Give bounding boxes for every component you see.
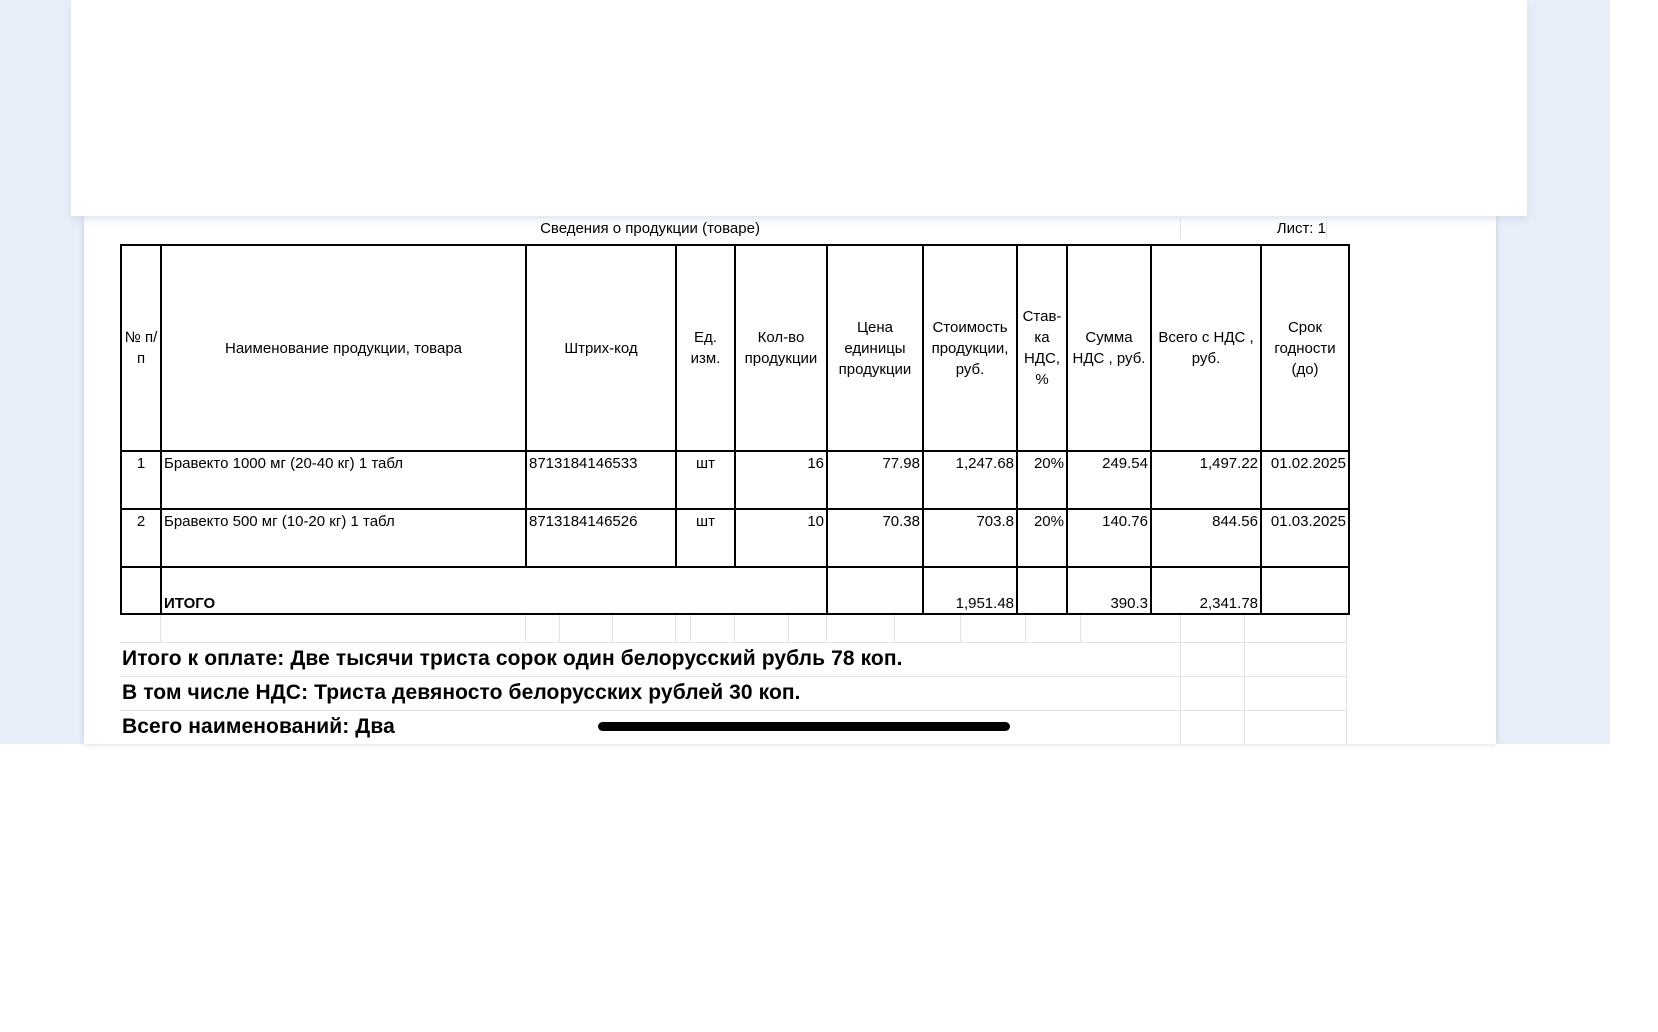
cell-empty bbox=[827, 567, 923, 614]
cell-num: 1 bbox=[121, 451, 161, 509]
cell-barcode: 8713184146526 bbox=[526, 509, 676, 567]
header-vat-rate: Став-ка НДС, % bbox=[1017, 245, 1067, 451]
header-vat-sum: Сумма НДС , руб. bbox=[1067, 245, 1151, 451]
header-name: Наименование продукции, товара bbox=[161, 245, 526, 451]
totals-cost: 1,951.48 bbox=[923, 567, 1017, 614]
header-unit: Ед. изм. bbox=[676, 245, 735, 451]
cell-expiry: 01.02.2025 bbox=[1261, 451, 1349, 509]
cell-total: 1,497.22 bbox=[1151, 451, 1261, 509]
cell-vat-sum: 140.76 bbox=[1067, 509, 1151, 567]
cell-empty bbox=[1261, 567, 1349, 614]
vat-included-text: В том числе НДС: Триста девяносто белорусских рублей 30 коп. bbox=[122, 681, 801, 704]
cell-empty bbox=[121, 567, 161, 614]
header-barcode: Штрих-код bbox=[526, 245, 676, 451]
cell-unit: шт bbox=[676, 451, 735, 509]
cell-name: Бравекто 500 мг (10-20 кг) 1 табл bbox=[161, 509, 526, 567]
horizontal-scrollbar[interactable] bbox=[598, 722, 1010, 731]
header-total: Всего с НДС , руб. bbox=[1151, 245, 1261, 451]
cell-expiry: 01.03.2025 bbox=[1261, 509, 1349, 567]
cell-price: 70.38 bbox=[827, 509, 923, 567]
cell-vat-sum: 249.54 bbox=[1067, 451, 1151, 509]
sheet-number: Лист: 1 bbox=[1276, 220, 1326, 237]
header-cost: Стоимость продукции, руб. bbox=[923, 245, 1017, 451]
cell-cost: 1,247.68 bbox=[923, 451, 1017, 509]
items-count-text: Всего наименований: Два bbox=[122, 715, 395, 738]
cell-total: 844.56 bbox=[1151, 509, 1261, 567]
header-price: Цена единицы продукции bbox=[827, 245, 923, 451]
products-table bbox=[120, 244, 1350, 615]
table-header-row bbox=[121, 245, 1349, 451]
cell-unit: шт bbox=[676, 509, 735, 567]
grid-line bbox=[1326, 218, 1327, 240]
cell-barcode: 8713184146533 bbox=[526, 451, 676, 509]
table-row bbox=[121, 451, 1349, 509]
totals-label: ИТОГО bbox=[161, 567, 827, 614]
cell-name: Бравекто 1000 мг (20-40 кг) 1 табл bbox=[161, 451, 526, 509]
cell-num: 2 bbox=[121, 509, 161, 567]
grid-line bbox=[1180, 218, 1181, 240]
header-expiry: Срок годности (до) bbox=[1261, 245, 1349, 451]
totals-vat-sum: 390.3 bbox=[1067, 567, 1151, 614]
top-blank-overlay bbox=[71, 0, 1527, 216]
header-qty: Кол-во продукции bbox=[735, 245, 827, 451]
totals-row bbox=[121, 567, 1349, 614]
table-row bbox=[121, 509, 1349, 567]
cell-qty: 16 bbox=[735, 451, 827, 509]
cell-empty bbox=[1017, 567, 1067, 614]
cell-vat-rate: 20% bbox=[1017, 451, 1067, 509]
sheet-title: Сведения о продукции (товаре) bbox=[540, 220, 760, 237]
total-to-pay-text: Итого к оплате: Две тысячи триста сорок один белорусский рубль 78 коп. bbox=[122, 647, 903, 670]
cell-vat-rate: 20% bbox=[1017, 509, 1067, 567]
sheet-header bbox=[120, 218, 1346, 240]
totals-total: 2,341.78 bbox=[1151, 567, 1261, 614]
cell-qty: 10 bbox=[735, 509, 827, 567]
cell-price: 77.98 bbox=[827, 451, 923, 509]
header-num: № п/п bbox=[121, 245, 161, 451]
cell-cost: 703.8 bbox=[923, 509, 1017, 567]
